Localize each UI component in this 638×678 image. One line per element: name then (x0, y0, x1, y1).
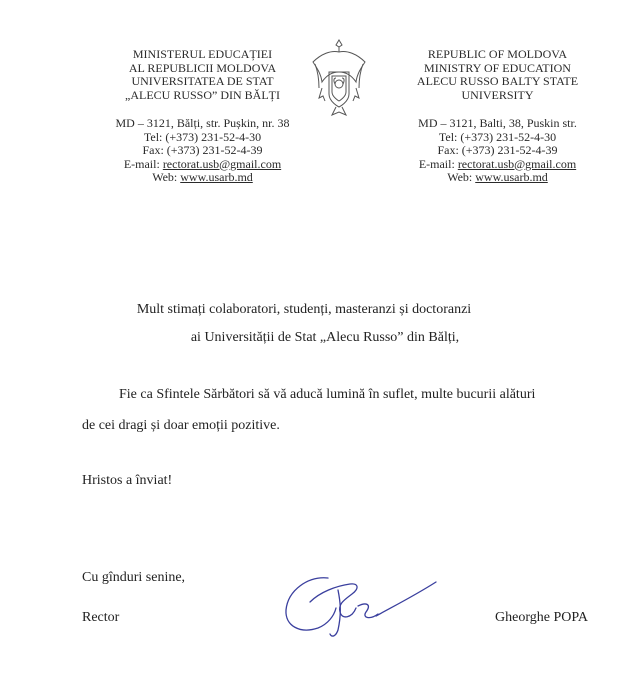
body-line-2: de cei dragi și doar emoții pozitive. (82, 418, 280, 433)
header-left-address: MD – 3121, Bălți, str. Pușkin, nr. 38 (115, 116, 290, 130)
header-right-address: MD – 3121, Balti, 38, Puskin str. (418, 116, 577, 130)
web-link[interactable]: www.usarb.md (475, 170, 548, 184)
header-right-fax: Fax: (+373) 231-52-4-39 (437, 143, 558, 157)
signature-image (280, 568, 440, 640)
coat-of-arms-icon (308, 36, 370, 120)
web-label: Web: (447, 170, 476, 184)
header-right-line1: REPUBLIC OF MOLDOVA (427, 47, 568, 61)
header-right-email-row (380, 158, 615, 172)
header-left-email-row (85, 158, 320, 172)
email-label: E-mail: (123, 156, 163, 171)
closing-phrase: Cu gînduri senine, (82, 570, 186, 585)
header-right-web-row (380, 171, 615, 185)
web-link[interactable]: www.usarb.md (180, 170, 253, 184)
email-link[interactable]: rectorat.usb@gmail.com (457, 156, 577, 171)
header-left-web-row (85, 171, 320, 185)
header-left-line3: UNIVERSITATEA DE STAT (131, 74, 274, 88)
header-right (380, 48, 615, 185)
email-link[interactable]: rectorat.usb@gmail.com (162, 156, 282, 171)
header-right-line2: MINISTRY OF EDUCATION (424, 60, 571, 75)
signer-role: Rector (82, 610, 120, 625)
header-left-fax: Fax: (+373) 231-52-4-39 (142, 143, 263, 157)
email-label: E-mail: (418, 156, 458, 171)
body-line-1: Fie ca Sfintele Sărbători să vă aducă lumină în suflet, multe bucurii alături (119, 387, 536, 402)
header-left-line4: „ALECU RUSSO” DIN BĂLȚI (125, 87, 280, 102)
header-left-line1: MINISTERUL EDUCAȚIEI (132, 47, 273, 61)
header-left-line2: AL REPUBLICII MOLDOVA (128, 60, 277, 75)
easter-greeting: Hristos a înviat! (82, 473, 173, 488)
header-left-tel: Tel: (+373) 231-52-4-30 (143, 129, 262, 144)
header-right-tel: Tel: (+373) 231-52-4-30 (438, 129, 557, 144)
greeting-line-2: ai Universității de Stat „Alecu Russo” din Bălți, (190, 330, 460, 345)
header-right-line4: UNIVERSITY (461, 87, 534, 102)
header-left (85, 48, 320, 185)
header-right-line3: ALECU RUSSO BALTY STATE (416, 74, 579, 88)
signer-name: Gheorghe POPA (495, 610, 588, 625)
web-label: Web: (152, 170, 181, 184)
greeting-line-1: Mult stimați colaboratori, studenți, masteranzi și doctoranzi (136, 302, 472, 317)
